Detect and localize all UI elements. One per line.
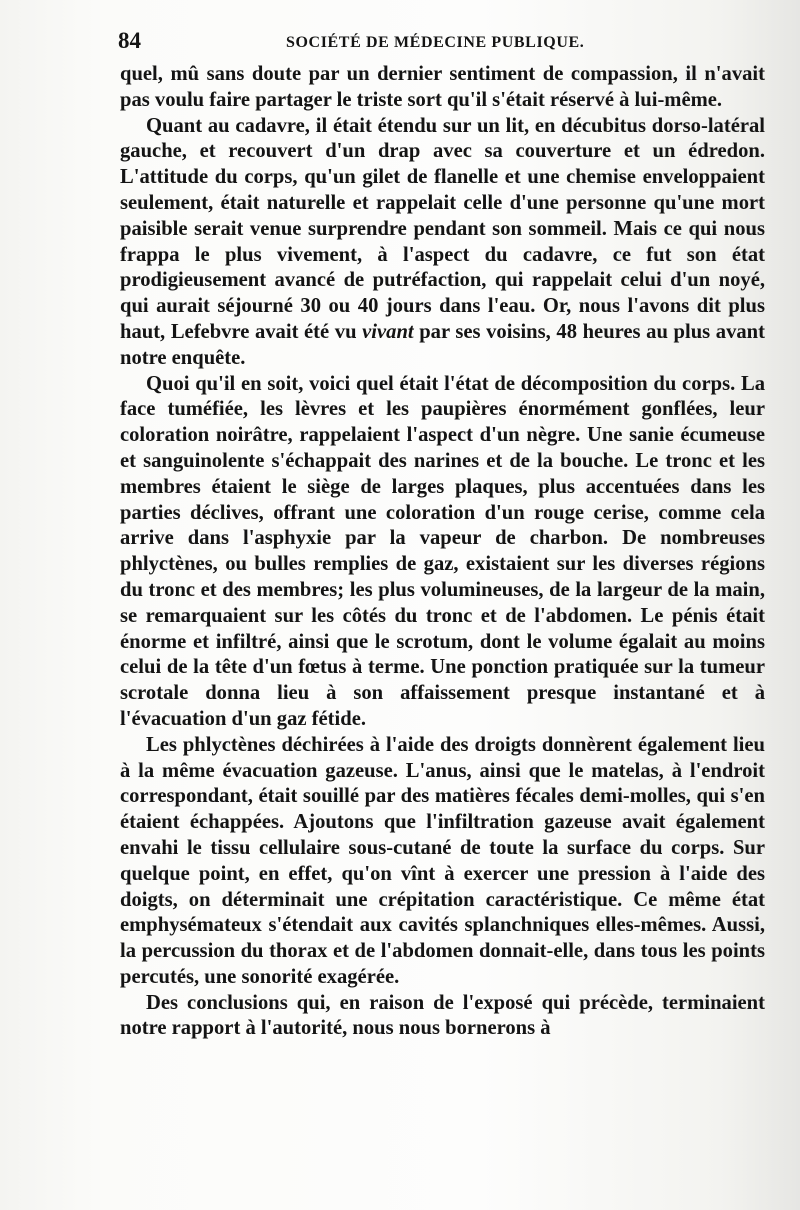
paragraph-2-text: Quant au cadavre, il était étendu sur un lit, en décubitus dorso-latéral gauche, et recouvert d'un drap avec sa couverture et un édredon. L'attitude du corps, qu'un gilet de flanelle et une chemise enveloppaient seulement, était naturelle et rappelait celle d'une personne qu'une mort paisible serait venue surprendre pendant son sommeil. Mais ce qui nous frappa le plus vivement, à l'aspect du cadavre, ce fut son état prodigieusement avancé de putréfaction, qui rappelait celui d'un noyé, qui aurait séjourné 30 ou 40 jours dans l'eau. Or, nous l'avons dit plus haut, Lefebvre avait été vu [120,114,765,343]
paragraph-4: Les phlyctènes déchirées à l'aide des droigts donnèrent également lieu à la même évacuation gazeuse. L'anus, ainsi que le matelas, à l'endroit correspondant, était souillé par des matières fécales demi-molles, qui s'en étaient échappées. Ajoutons que l'infiltration gazeuse avait également envahi le tissu cellulaire sous-cutané de toute la surface du corps. Sur quelque point, en effet, qu'on vînt à exercer une pression à l'aide des doigts, on déterminait une crépitation caractéristique. Ce même état emphysémateux s'étendait aux cavités splanchniques elles-mêmes. Aussi, la percussion du thorax et de l'abdomen donnait-elle, dans tous les points percutés, une sonorité exagérée. [120,733,765,988]
paragraph-2 [120,114,765,372]
paragraph-3: Quoi qu'il en soit, voici quel était l'état de décomposition du corps. La face tuméfiée, les lèvres et les paupières énormément gonflées, leur coloration noirâtre, rappelaient l'aspect d'un nègre. Une sanie écumeuse et sanguinolente s'échappait des narines et de la bouche. Le tronc et les membres étaient le siège de larges plaques, plus accentuées dans les parties déclives, offrant une coloration d'un rouge cerise, comme cela arrive dans l'asphyxie par la vapeur de charbon. De nombreuses phlyctènes, ou bulles remplies de gaz, existaient sur les diverses régions du tronc et des membres; les plus volumineuses, de la largeur de la main, se remarquaient sur les côtés du tronc et de l'abdomen. Le pénis était énorme et infiltré, ainsi que le scrotum, dont le volume égalait au moins celui de la tête d'un fœtus à terme. Une ponction pratiquée sur la tumeur scrotale donna lieu à son affaissement presque instantané et à l'évacuation d'un gaz fétide. [120,372,765,730]
running-head: SOCIÉTÉ DE MÉDECINE PUBLIQUE. [286,34,585,51]
page-header [118,28,778,58]
paragraph-2-emphasis: vivant [362,320,414,343]
page-number: 84 [118,28,141,53]
paragraph-2-text-after: par ses voisins, 48 heures au plus avant notre enquête. [120,320,765,369]
paragraph-1: quel, mû sans doute par un dernier sentiment de compassion, il n'avait pas voulu faire partager le triste sort qu'il s'était réservé à lui-même. [120,63,765,111]
paragraph-5: Des conclusions qui, en raison de l'exposé qui précède, terminaient notre rapport à l'autorité, nous nous bornerons à [120,991,765,1040]
body-text [120,62,765,1042]
